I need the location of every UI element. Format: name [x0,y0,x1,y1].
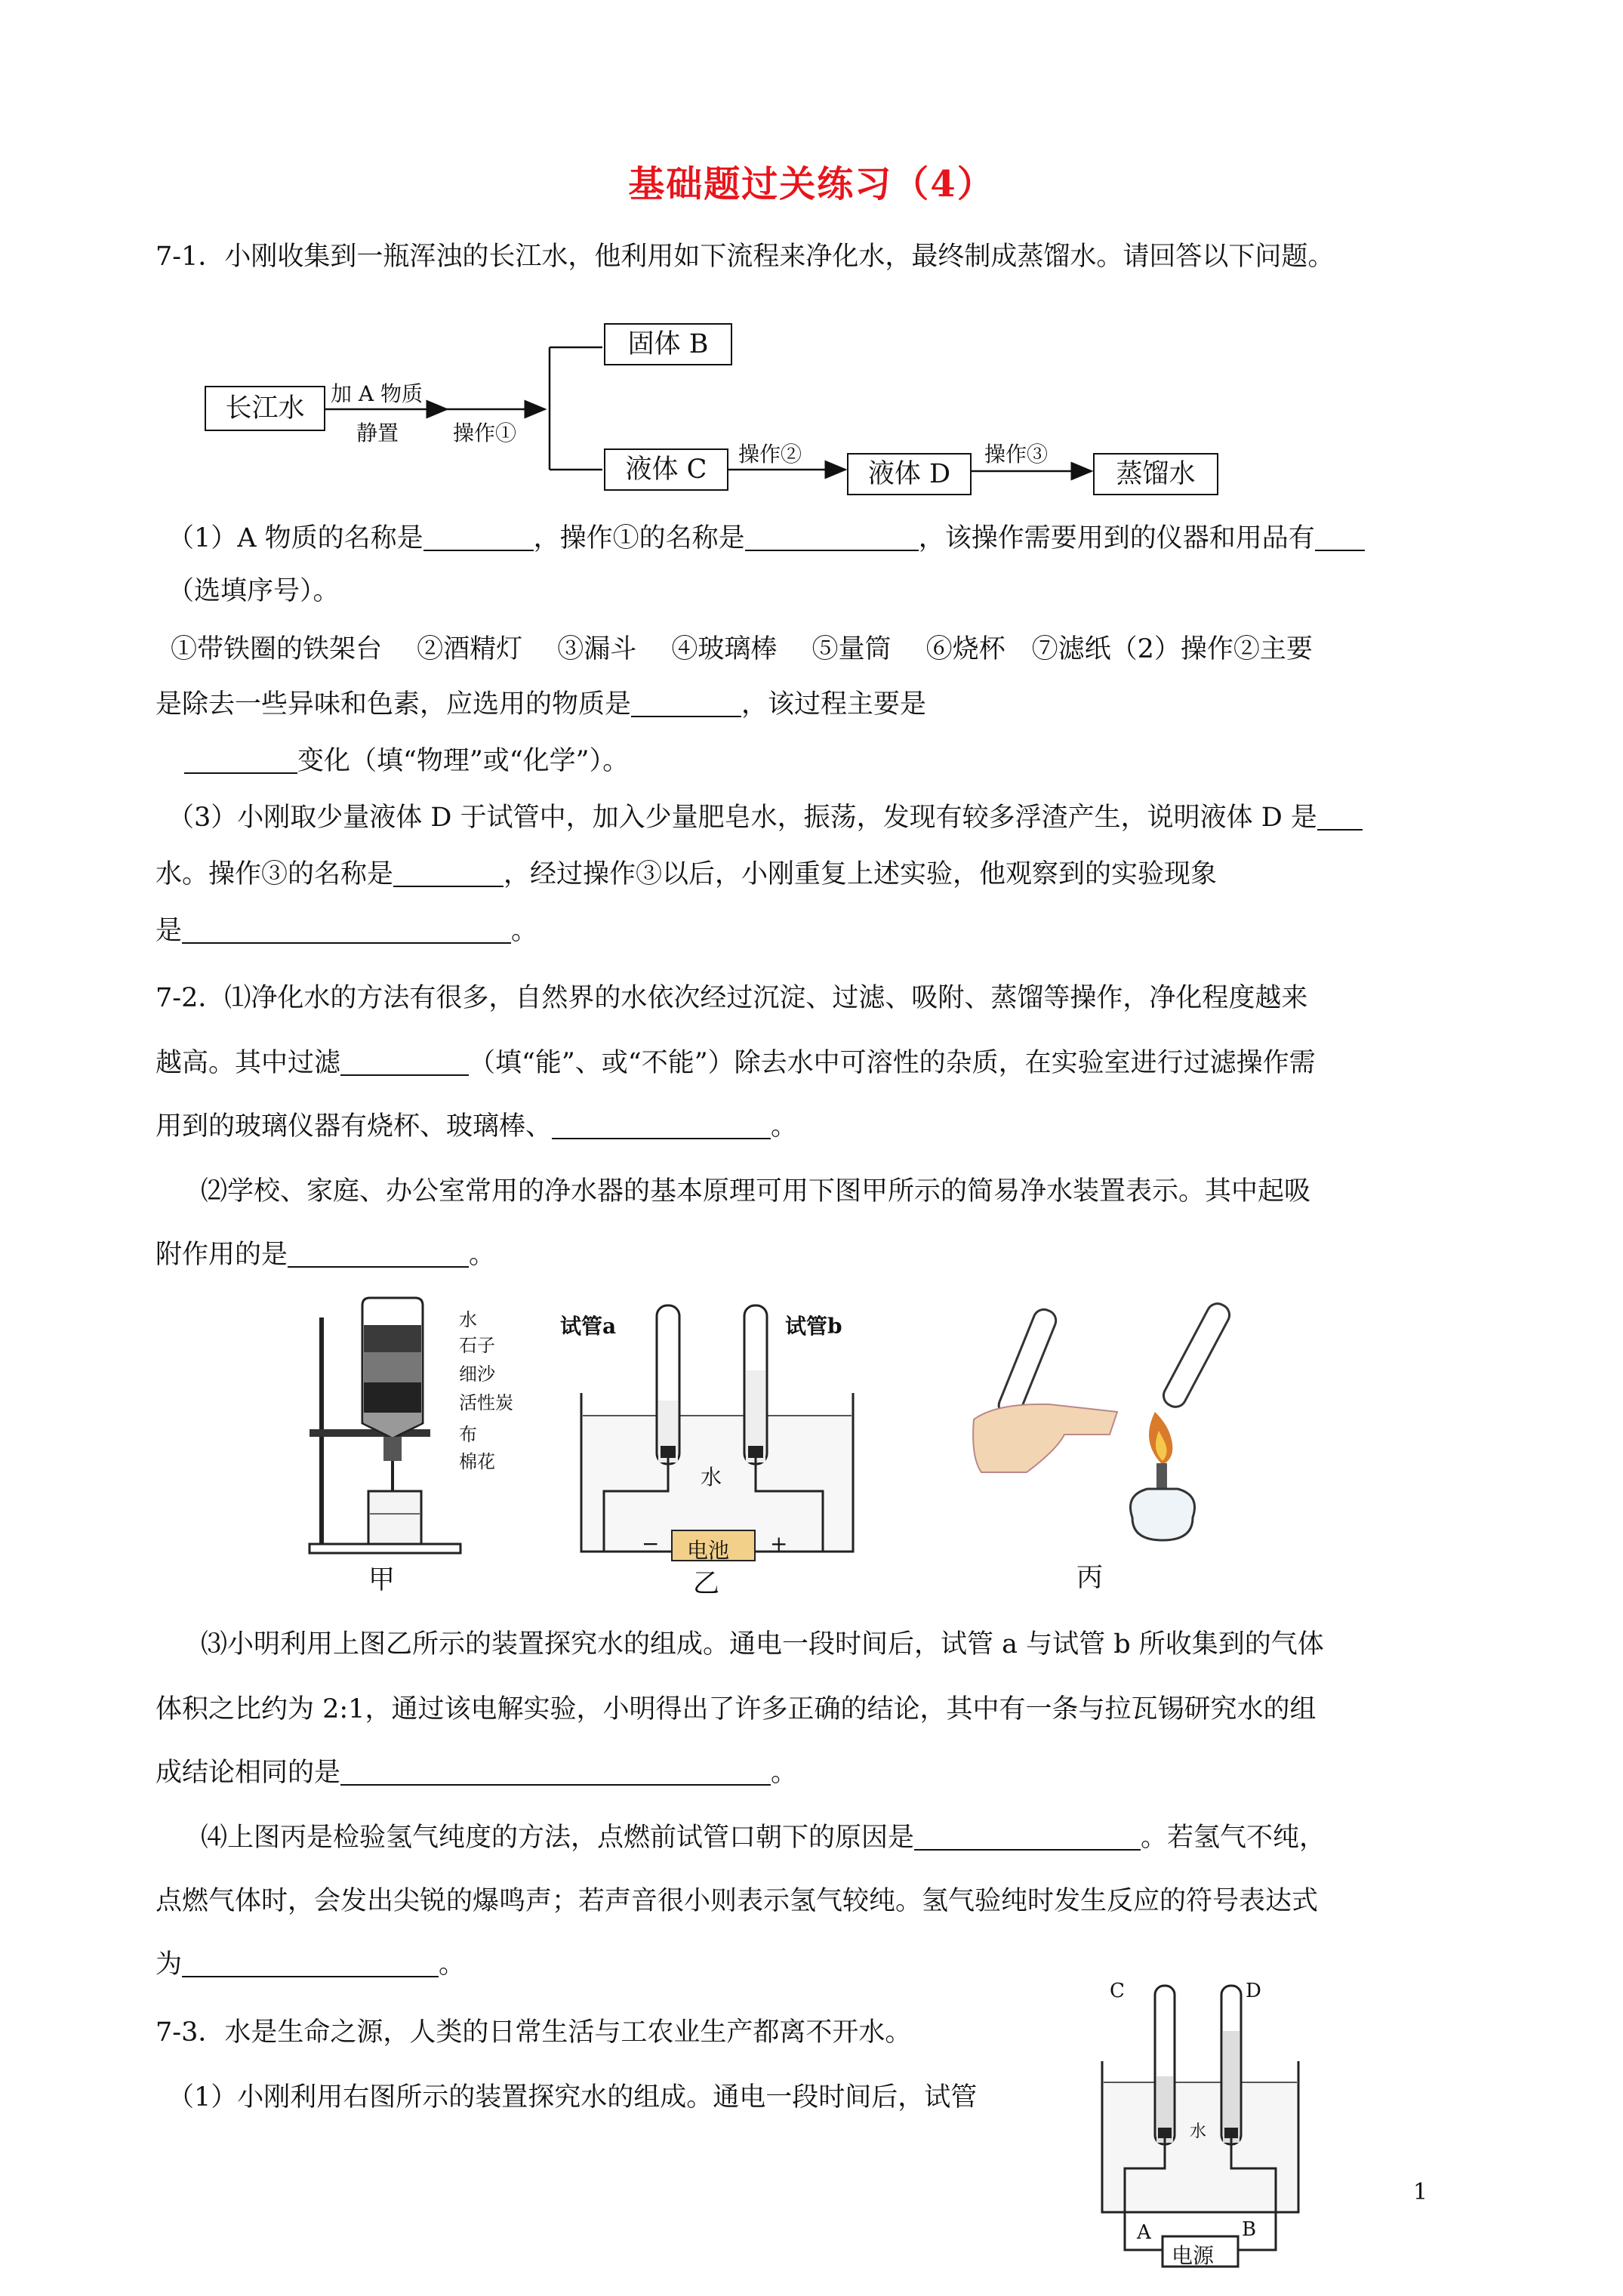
q2-line6: ⑶小明利用上图乙所示的装置探究水的组成。通电一段时间后，试管 a 与试管 b 所收集到的气体 [201,1629,1324,1660]
figure-label-yi: 乙 [693,1569,720,1599]
layer-label-cloth: 布 [459,1424,477,1445]
blank-composition [340,1758,771,1786]
q2-line1: 7-2．⑴净化水的方法有很多，自然界的水依次经过沉淀、过滤、吸附、蒸馏等操作，净化程度越来 [156,983,1308,1013]
blank-a-substance [423,524,534,551]
q1-part2-line2: 变化（填“物理”或“化学”）。 [184,740,629,778]
layer-label-sand: 细沙 [459,1364,495,1385]
flow-arrows [0,0,1623,529]
q2-line10: 点燃气体时，会发出尖锐的爆鸣声；若声音很小则表示氢气较纯。氢气验纯时发生反应的符号表达式 [156,1886,1319,1916]
flow-box-solid: 固体 B [604,323,732,365]
q2-line8: 成结论相同的是 。 [156,1758,798,1788]
blank-instruments [1315,524,1365,551]
flow-op2-label: 操作② [738,442,802,467]
page-number: 1 [1413,2179,1428,2205]
blank-symbol-equation [182,1950,439,1977]
layer-label-stone: 石子 [459,1335,495,1356]
blank-tube-down-reason [914,1823,1141,1851]
blank-op3-name [393,860,504,887]
blank-glassware [552,1112,771,1139]
q2-line5: 附作用的是 。 [156,1240,496,1270]
q2-line9: ⑷上图丙是检验氢气纯度的方法，点燃前试管口朝下的原因是 。若氢气不纯， [201,1823,1326,1853]
blank-can-filter [340,1049,469,1076]
q1-part3-line3: 是 。 [156,916,538,946]
q3-line2: （1）小刚利用右图所示的装置探究水的组成。通电一段时间后，试管 [168,2082,978,2113]
q1-part1: （1）A 物质的名称是 ，操作①的名称是 ，该操作需要用到的仪器和用品有 [168,517,1365,555]
q2-line4: ⑵学校、家庭、办公室常用的净水器的基本原理可用下图甲所示的简易净水装置表示。其中起吸 [201,1176,1311,1207]
layer-label-carbon: 活性炭 [459,1392,513,1413]
q2-line11: 为 。 [156,1949,466,1980]
q1-stem: 7-1．小刚收集到一瓶浑浊的长江水，他利用如下流程来净化水，最终制成蒸馏水。请回答以下问题。 [156,242,1335,272]
q2-line2: 越高。其中过滤 （填“能”、或“不能”）除去水中可溶性的杂质，在实验室进行过滤操作需 [156,1048,1316,1078]
blank-change-type [184,747,297,774]
blank-water-type [1317,803,1363,831]
q1-part2-line1: 是除去一些异味和色素，应选用的物质是 ，该过程主要是 [156,689,927,720]
blank-adsorption [288,1240,469,1268]
flow-box-end: 蒸馏水 [1093,453,1218,495]
flow-box-liquid-c: 液体 C [604,448,728,491]
flow-step1-top: 加 A 物质 [331,381,423,406]
blank-phenomenon [182,917,511,944]
flow-box-start: 长江水 [205,386,325,431]
q2-line7: 体积之比约为 2:1，通过该电解实验，小明得出了许多正确的结论，其中有一条与拉瓦锡研究水的组 [156,1694,1317,1724]
q3-label-water: 水 [1190,2122,1207,2141]
battery-label: 电池 [687,1538,730,1563]
blank-op1-name [745,524,919,551]
q3-label-b: B [1242,2218,1257,2241]
q3-line1: 7-3．水是生命之源，人类的日常生活与工农业生产都离不开水。 [156,2017,912,2048]
flow-op3-label: 操作③ [984,442,1049,467]
tube-a-label: 试管a [560,1314,617,1339]
figure-label-bing: 丙 [1076,1563,1104,1593]
q1-part1-note: （选填序号）。 [168,576,340,606]
layer-label-cotton: 棉花 [459,1451,495,1472]
q3-label-power: 电源 [1172,2243,1215,2268]
flow-op1-label: 操作① [453,421,517,445]
q1-part3-line1: （3）小刚取少量液体 D 于试管中，加入少量肥皂水，振荡，发现有较多浮渣产生，说明液体 D 是 [168,797,1363,834]
q3-label-d: D [1246,1980,1261,2002]
battery-minus: − [642,1531,660,1556]
battery-plus: + [770,1531,788,1556]
flow-box-liquid-d: 液体 D [847,453,972,495]
q1-options: ①带铁圈的铁架台 ②酒精灯 ③漏斗 ④玻璃棒 ⑤量筒 ⑥烧杯 ⑦滤纸（2）操作②主要 [171,634,1313,664]
q1-part3-line2: 水。操作③的名称是 ，经过操作③以后，小刚重复上述实验，他观察到的实验现象 [156,859,1218,889]
tube-b-label: 试管b [785,1314,842,1339]
blank-adsorbent [631,690,741,717]
flow-step1-bottom: 静置 [356,421,399,445]
q3-label-c: C [1110,1980,1125,2002]
figure-label-jia: 甲 [368,1565,396,1595]
layer-label-water: 水 [459,1309,477,1330]
q3-label-a: A [1137,2221,1151,2244]
hydrogen-test-illustration [966,1291,1253,1555]
q2-line3: 用到的玻璃仪器有烧杯、玻璃棒、 。 [156,1111,798,1142]
page-title: 基础题过关练习（4） [628,163,995,205]
water-label: 水 [701,1465,722,1490]
